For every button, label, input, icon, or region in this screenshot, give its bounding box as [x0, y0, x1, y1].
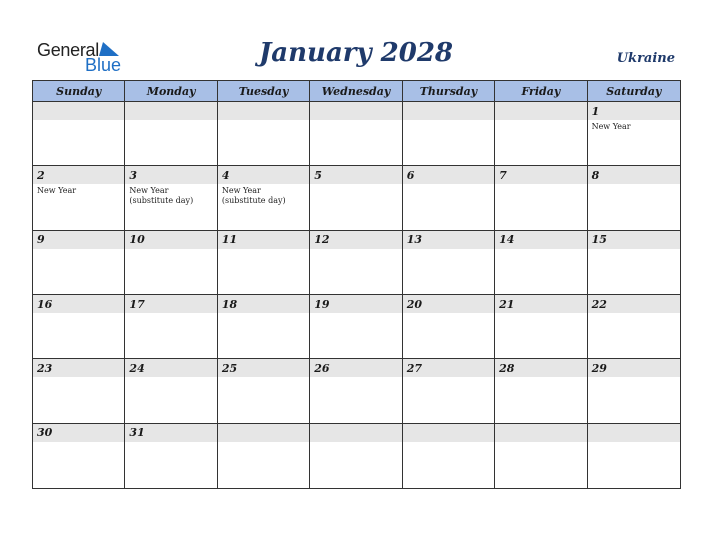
holiday-label [403, 313, 494, 315]
day-number [403, 102, 494, 120]
day-cell [218, 102, 310, 166]
day-cell [403, 295, 495, 359]
day-cell [33, 102, 125, 166]
day-number: 27 [403, 359, 494, 377]
day-number: 25 [218, 359, 309, 377]
day-number: 17 [125, 295, 216, 313]
day-cell [495, 295, 587, 359]
holiday-label [310, 249, 401, 251]
holiday-label [218, 313, 309, 315]
weekday-header-tuesday: Tuesday [218, 81, 310, 102]
holiday-label: New Year (substitute day) [129, 186, 194, 206]
day-number: 6 [403, 166, 494, 184]
holiday-label [125, 249, 216, 251]
holiday-label [310, 442, 401, 444]
day-cell [125, 295, 217, 359]
day-cell [310, 295, 402, 359]
holiday-label [125, 377, 216, 379]
day-cell [218, 231, 310, 295]
day-number [403, 424, 494, 442]
weekday-header-saturday: Saturday [588, 81, 680, 102]
calendar-title: January 2028 [258, 38, 454, 68]
day-number: 10 [125, 231, 216, 249]
day-number: 7 [495, 166, 586, 184]
day-cell [588, 102, 680, 166]
day-cell [588, 359, 680, 423]
day-number: 13 [403, 231, 494, 249]
holiday-label [403, 249, 494, 251]
day-number: 31 [125, 424, 216, 442]
day-number: 19 [310, 295, 401, 313]
day-cell [403, 424, 495, 488]
day-cell [33, 166, 125, 230]
holiday-label [403, 377, 494, 379]
day-number [310, 102, 401, 120]
day-number: 2 [33, 166, 124, 184]
day-cell [588, 295, 680, 359]
day-cell [33, 295, 125, 359]
day-number: 23 [33, 359, 124, 377]
calendar-grid [32, 80, 681, 489]
holiday-label [125, 313, 216, 315]
day-number: 20 [403, 295, 494, 313]
weekday-header-thursday: Thursday [403, 81, 495, 102]
day-number [588, 424, 680, 442]
day-number: 28 [495, 359, 586, 377]
day-number: 9 [33, 231, 124, 249]
holiday-label [495, 184, 586, 186]
holiday-label [33, 249, 124, 251]
day-number [310, 424, 401, 442]
holiday-label [588, 377, 680, 379]
logo-text-blue: Blue [85, 55, 122, 75]
weekday-header-friday: Friday [495, 81, 587, 102]
day-cell [588, 231, 680, 295]
country-label: Ukraine [616, 51, 675, 66]
day-number: 26 [310, 359, 401, 377]
day-cell [310, 424, 402, 488]
holiday-label [33, 120, 124, 122]
day-cell [403, 359, 495, 423]
day-cell [310, 102, 402, 166]
holiday-label: New Year [37, 186, 77, 196]
day-number [125, 102, 216, 120]
holiday-label [125, 120, 216, 122]
day-number [218, 424, 309, 442]
holiday-label [403, 120, 494, 122]
day-cell [588, 424, 680, 488]
day-number: 14 [495, 231, 586, 249]
day-number: 30 [33, 424, 124, 442]
day-number: 12 [310, 231, 401, 249]
day-cell [125, 102, 217, 166]
holiday-label [310, 313, 401, 315]
day-number: 1 [588, 102, 680, 120]
day-cell [218, 359, 310, 423]
holiday-label [495, 120, 586, 122]
holiday-label [495, 377, 586, 379]
holiday-label [588, 313, 680, 315]
holiday-label [588, 249, 680, 251]
day-cell [125, 424, 217, 488]
day-number: 21 [495, 295, 586, 313]
holiday-label [218, 442, 309, 444]
holiday-label: New Year [591, 122, 631, 131]
day-cell [33, 424, 125, 488]
holiday-label [495, 442, 586, 444]
holiday-label [310, 184, 401, 186]
day-cell [125, 166, 217, 230]
day-number: 24 [125, 359, 216, 377]
day-cell [218, 424, 310, 488]
day-number [495, 102, 586, 120]
day-cell [495, 166, 587, 230]
holiday-label: New Year (substitute day) [221, 186, 286, 206]
day-cell [588, 166, 680, 230]
holiday-label [588, 184, 680, 186]
day-cell [495, 102, 587, 166]
holiday-label [403, 184, 494, 186]
day-number: 4 [218, 166, 309, 184]
day-number: 16 [33, 295, 124, 313]
day-number [495, 424, 586, 442]
day-number: 15 [588, 231, 680, 249]
day-number: 11 [218, 231, 309, 249]
day-number: 29 [588, 359, 680, 377]
holiday-label [33, 442, 124, 444]
day-cell [403, 231, 495, 295]
holiday-label [495, 249, 586, 251]
day-cell [495, 231, 587, 295]
holiday-label [218, 377, 309, 379]
day-number: 22 [588, 295, 680, 313]
day-cell [495, 424, 587, 488]
weekday-header-wednesday: Wednesday [310, 81, 402, 102]
day-number: 5 [310, 166, 401, 184]
holiday-label [218, 120, 309, 122]
day-cell [310, 231, 402, 295]
holiday-label [218, 249, 309, 251]
day-number [218, 102, 309, 120]
day-cell [310, 166, 402, 230]
day-number: 8 [588, 166, 680, 184]
day-cell [403, 166, 495, 230]
day-cell [125, 359, 217, 423]
day-number: 18 [218, 295, 309, 313]
day-cell [403, 102, 495, 166]
day-cell [310, 359, 402, 423]
holiday-label [33, 377, 124, 379]
holiday-label [33, 313, 124, 315]
day-cell [125, 231, 217, 295]
holiday-label [403, 442, 494, 444]
day-cell [33, 359, 125, 423]
day-number: 3 [125, 166, 216, 184]
holiday-label [125, 442, 216, 444]
logo-text-general: General [37, 40, 99, 60]
holiday-label [310, 120, 401, 122]
weekday-header-monday: Monday [125, 81, 217, 102]
holiday-label [588, 442, 680, 444]
day-cell [218, 166, 310, 230]
day-number [33, 102, 124, 120]
day-cell [495, 359, 587, 423]
weekday-header-sunday: Sunday [33, 81, 125, 102]
day-cell [33, 231, 125, 295]
day-cell [218, 295, 310, 359]
holiday-label [310, 377, 401, 379]
holiday-label [495, 313, 586, 315]
